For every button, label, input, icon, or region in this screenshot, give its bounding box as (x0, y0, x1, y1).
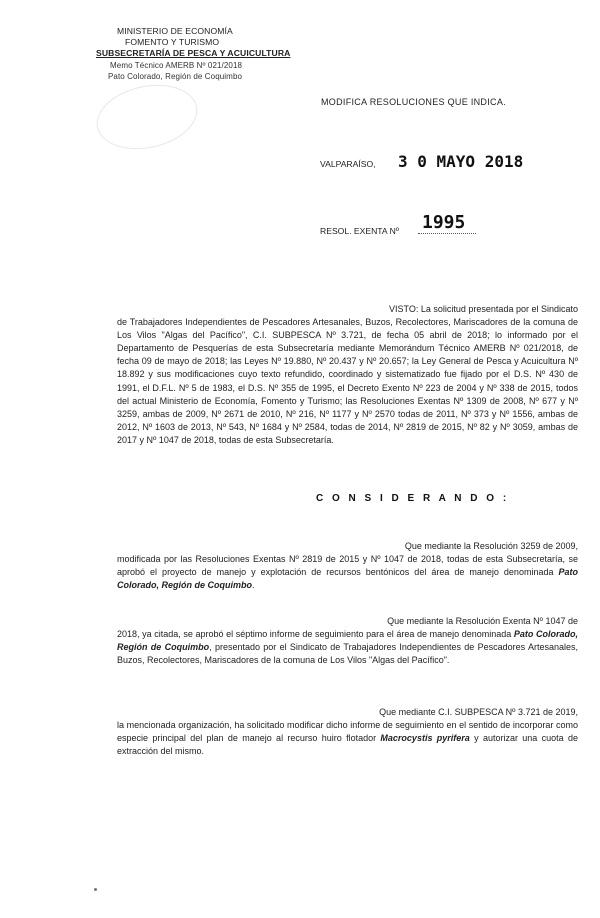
visto-paragraph (117, 303, 578, 447)
place-label: VALPARAÍSO, (320, 159, 376, 169)
memo-reference: Memo Técnico AMERB Nº 021/2018 (110, 61, 243, 70)
considerando-1-lead: Que mediante la Resolución 3259 de 2009, (404, 541, 578, 551)
considerando-2-end: , presentado por el Sindicato de Trabajadores Independientes de Pescadores Artesanales, Buzos, Recolectores, Mariscadores de la comuna de Los Vilos "Algas del Pacífico". (117, 642, 578, 666)
subsecretaria-line: SUBSECRETARÍA DE PESCA Y ACUICULTURA (96, 48, 291, 58)
considerando-1 (117, 540, 578, 592)
document-subject: MODIFICA RESOLUCIONES QUE INDICA. (321, 97, 506, 107)
considerando-2-lead: Que mediante la Resolución Exenta Nº 1047 de (387, 616, 578, 626)
considerando-3-species: Macrocystis pyrifera (380, 733, 470, 744)
scan-speck (94, 888, 97, 891)
considerando-2-body: 2018, ya citada, se aprobó el séptimo informe de seguimiento para el área de manejo denominada (117, 629, 514, 640)
visto-body: de Trabajadores Independientes de Pescadores Artesanales, Buzos, Recolectores, Mariscadores de la comuna de Los Vilos "Algas del Pacífico", C.I. SUBPESCA Nº 3.721, de fecha 05 abril de 2018; lo informado por el Departamento de Pesquerías de esta Subsecretaría mediante Memorándum Técnico AMERB Nº 021/2018, de fecha 09 de mayo de 2018; las Leyes Nº 19.880, Nº 20.437 y Nº 20.657; la Ley General de Pesca y Acuicultura Nº 18.892 y sus modificaciones cuyo texto refundido, coordinado y sistematizado fue fijado por el D.S. Nº 430 de 1991, el D.F.L. Nº 5 de 1983, el D.S. Nº 355 de 1995, el Decreto Exento Nº 223 de 2004 y Nº 338 de 2015, todos del actual Ministerio de Economía, Fomento y Turismo; las Resoluciones Exentas Nº 1309 de 2008, Nº 677 y Nº 3259, ambas de 2009, Nº 2671 de 2010, Nº 216, Nº 1177 y Nº 2570 todas de 2011, Nº 373 y Nº 1556, ambas de 2012, Nº 1603 de 2013, Nº 543, Nº 1684 y Nº 2584, todas de 2014, Nº 2819 de 2015, Nº 82 y Nº 3059, ambas de 2017 y Nº 1047 de 2018, todas de esta Subsecretaría. (117, 317, 578, 445)
resolution-underline (418, 233, 476, 234)
considerando-1-area: Pato Colorado, Región de Coquimbo (117, 567, 578, 591)
faded-seal (91, 76, 204, 158)
area-reference: Pato Colorado, Región de Coquimbo (108, 72, 243, 81)
ministry-line: MINISTERIO DE ECONOMÍA (117, 26, 233, 36)
resolution-label: RESOL. EXENTA Nº (320, 226, 399, 236)
visto-lead: VISTO: La solicitud presentada por el Sindicato (389, 304, 578, 314)
considerando-3-lead: Que mediante C.I. SUBPESCA Nº 3.721 de 2019, (379, 707, 578, 717)
considerando-3-end: y autorizar una cuota de extracción del mismo. (117, 733, 578, 757)
considerando-2 (117, 615, 578, 667)
considerando-3 (117, 706, 578, 758)
considerando-1-body: modificada por las Resoluciones Exentas Nº 2819 de 2015 y Nº 1047 de 2018, todas de esta Subsecretaría, se aprobó el proyecto de manejo y explotación de recursos bentónicos del área de manejo denominada (117, 554, 578, 578)
considerando-3-body: la mencionada organización, ha solicitado modificar dicho informe de seguimiento en el sentido de incorporar como especie principal del plan de manejo al recurso huiro flotador (117, 720, 578, 744)
resolution-number: 1995 (422, 212, 466, 233)
considerando-heading: C O N S I D E R A N D O : (316, 493, 510, 504)
considerando-2-area: Pato Colorado, Región de Coquimbo (117, 629, 578, 653)
ministry-subline: FOMENTO Y TURISMO (125, 37, 220, 47)
considerando-1-end: . (252, 580, 255, 591)
date-stamp: 3 0 MAYO 2018 (398, 152, 524, 171)
